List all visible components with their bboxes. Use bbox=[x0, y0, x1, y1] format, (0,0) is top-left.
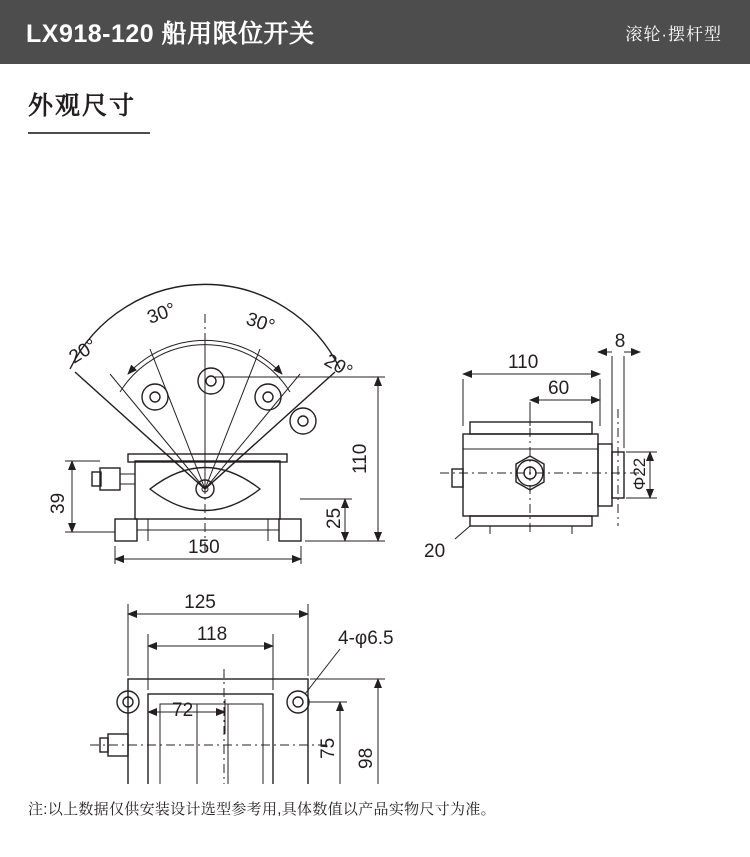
dim-top-75: 75 bbox=[318, 737, 339, 759]
top-view-group bbox=[90, 592, 394, 784]
dim-top-98: 98 bbox=[356, 747, 377, 769]
dim-height-110: 110 bbox=[350, 443, 371, 474]
dim-side-phi22: Φ22 bbox=[630, 457, 649, 491]
dim-angle-20-right: 20° bbox=[320, 350, 356, 383]
dim-angle-20-left: 20° bbox=[65, 335, 102, 369]
dim-angle-30-right: 30° bbox=[243, 308, 278, 338]
dim-height-25: 25 bbox=[324, 507, 345, 529]
dimension-drawing bbox=[0, 134, 750, 784]
dim-side-110: 110 bbox=[508, 352, 539, 373]
side-view-group bbox=[424, 331, 657, 562]
section-title: 外观尺寸 bbox=[28, 92, 137, 120]
dim-angle-30-left: 30° bbox=[144, 299, 179, 329]
footer-note: 注:以上数据仅供安装设计选型参考用,具体数值以产品实物尺寸为准。 bbox=[28, 801, 496, 818]
front-view-group bbox=[48, 284, 385, 564]
dim-top-118: 118 bbox=[196, 624, 228, 645]
page-subtitle: 滚轮·摆杆型 bbox=[625, 24, 722, 44]
dim-width-150: 150 bbox=[188, 537, 220, 558]
dim-top-125: 125 bbox=[184, 592, 216, 613]
page-title: LX918-120 船用限位开关 bbox=[26, 20, 315, 48]
dim-height-39: 39 bbox=[48, 492, 69, 514]
dim-top-72: 72 bbox=[172, 700, 194, 721]
dim-side-20: 20 bbox=[424, 541, 446, 562]
dim-side-60: 60 bbox=[548, 378, 570, 399]
dim-top-holes: 4-φ6.5 bbox=[338, 628, 394, 649]
section-header bbox=[0, 64, 750, 134]
dim-side-8: 8 bbox=[614, 331, 626, 352]
page-header bbox=[0, 0, 750, 64]
